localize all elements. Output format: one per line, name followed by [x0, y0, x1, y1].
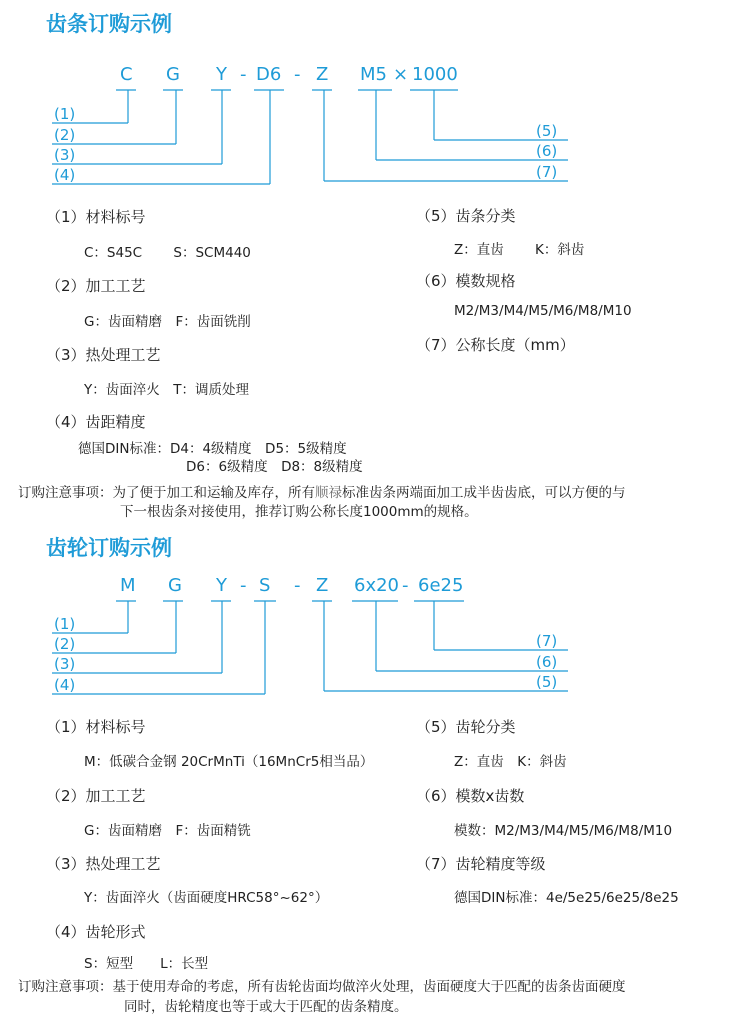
gear-item7-detail: 德国DIN标准：4e/5e25/6e25/8e25 — [454, 890, 679, 906]
gear-code-6e25: 6e25 — [418, 575, 464, 596]
rack-label-2: (2) — [54, 126, 76, 144]
gear-item5-heading: （5）齿轮分类 — [416, 718, 516, 736]
rack-label-4: (4) — [54, 166, 76, 184]
rack-note-line1-pre: 订购注意事项：为了便于加工和运输及库存，所有 — [18, 485, 315, 501]
rack-title: 齿条订购示例 — [46, 12, 172, 36]
rack-note-line2: 下一根齿条对接使用，推荐订购公称长度1000mm的规格。 — [120, 504, 478, 520]
gear-label-5: (5) — [536, 673, 558, 691]
rack-code-g: G — [166, 64, 180, 85]
rack-label-1: (1) — [54, 105, 76, 123]
rack-item5-detail: Z：直齿 K：斜齿 — [454, 242, 585, 258]
rack-item1-heading: （1）材料标号 — [46, 208, 146, 226]
gear-label-1: (1) — [54, 615, 76, 633]
gear-code-z: Z — [316, 575, 329, 596]
rack-item2-detail: G：齿面精磨 F：齿面铣削 — [84, 314, 251, 330]
rack-item7-heading: （7）公称长度（mm） — [416, 336, 575, 354]
rack-item4-detail-1: 德国DIN标准：D4：4级精度 D5：5级精度 — [78, 441, 347, 457]
rack-item5-heading: （5）齿条分类 — [416, 207, 516, 225]
gear-label-6: (6) — [536, 653, 558, 671]
rack-note-line1 — [18, 481, 626, 501]
gear-code-dash3: - — [402, 575, 409, 596]
gear-item4-heading: （4）齿轮形式 — [46, 923, 146, 941]
gear-label-3: (3) — [54, 655, 76, 673]
rack-item4-heading: （4）齿距精度 — [46, 413, 146, 431]
gear-code-dash2: - — [294, 575, 301, 596]
gear-item5-detail: Z：直齿 K：斜齿 — [454, 754, 567, 770]
rack-item6-detail: M2/M3/M4/M5/M6/M8/M10 — [454, 303, 632, 319]
rack-item2-heading: （2）加工工艺 — [46, 277, 146, 295]
rack-item1-detail: C：S45C S：SCM440 — [84, 245, 251, 261]
rack-note-line1-post: 标准齿条两端面加工成半齿齿底，可以方便的与 — [342, 485, 626, 501]
rack-item3-heading: （3）热处理工艺 — [46, 346, 161, 364]
gear-item6-detail: 模数：M2/M3/M4/M5/M6/M8/M10 — [454, 823, 673, 839]
gear-item6-heading: （6）模数x齿数 — [416, 787, 525, 805]
gear-item2-detail: G：齿面精磨 F：齿面精铣 — [84, 823, 251, 839]
gear-code-dash1: - — [240, 575, 247, 596]
rack-label-3: (3) — [54, 146, 76, 164]
rack-item4-detail-2: D6：6级精度 D8：8级精度 — [186, 459, 363, 475]
rack-code-y: Y — [216, 64, 227, 85]
rack-item6-heading: （6）模数规格 — [416, 272, 516, 290]
gear-label-4: (4) — [54, 676, 76, 694]
rack-code-1000: 1000 — [412, 64, 458, 85]
rack-item3-detail: Y：齿面淬火 T：调质处理 — [84, 382, 249, 398]
gear-item4-detail: S：短型 L：长型 — [84, 956, 209, 972]
rack-note-brand: 顺禄 — [315, 485, 342, 501]
rack-code-times: × — [393, 64, 409, 85]
rack-code-m5: M5 — [360, 64, 387, 85]
gear-label-7: (7) — [536, 632, 558, 650]
gear-item3-detail: Y：齿面淬火（齿面硬度HRC58°~62°） — [84, 890, 329, 906]
gear-code-6x20: 6x20 — [354, 575, 400, 596]
gear-item1-detail: M：低碳合金钢 20CrMnTi（16MnCr5相当品） — [84, 754, 374, 770]
rack-label-7: (7) — [536, 163, 558, 181]
rack-code-c: C — [120, 64, 133, 85]
rack-label-5: (5) — [536, 122, 558, 140]
gear-item1-heading: （1）材料标号 — [46, 718, 146, 736]
gear-title: 齿轮订购示例 — [46, 536, 172, 560]
rack-code-dash1: - — [240, 64, 247, 85]
gear-note-line1: 订购注意事项：基于使用寿命的考虑，所有齿轮齿面均做淬火处理，齿面硬度大于匹配的齿条齿面硬度 — [18, 979, 626, 995]
rack-label-6: (6) — [536, 142, 558, 160]
gear-label-2: (2) — [54, 635, 76, 653]
gear-note-line2: 同时，齿轮精度也等于或大于匹配的齿条精度。 — [124, 999, 408, 1015]
gear-item2-heading: （2）加工工艺 — [46, 787, 146, 805]
gear-code-m: M — [120, 575, 136, 596]
rack-code-d6: D6 — [256, 64, 282, 85]
gear-item3-heading: （3）热处理工艺 — [46, 855, 161, 873]
gear-code-y: Y — [216, 575, 227, 596]
rack-code-z: Z — [316, 64, 329, 85]
gear-code-s: S — [259, 575, 271, 596]
rack-code-dash2: - — [294, 64, 301, 85]
gear-code-g: G — [168, 575, 182, 596]
gear-item7-heading: （7）齿轮精度等级 — [416, 855, 546, 873]
